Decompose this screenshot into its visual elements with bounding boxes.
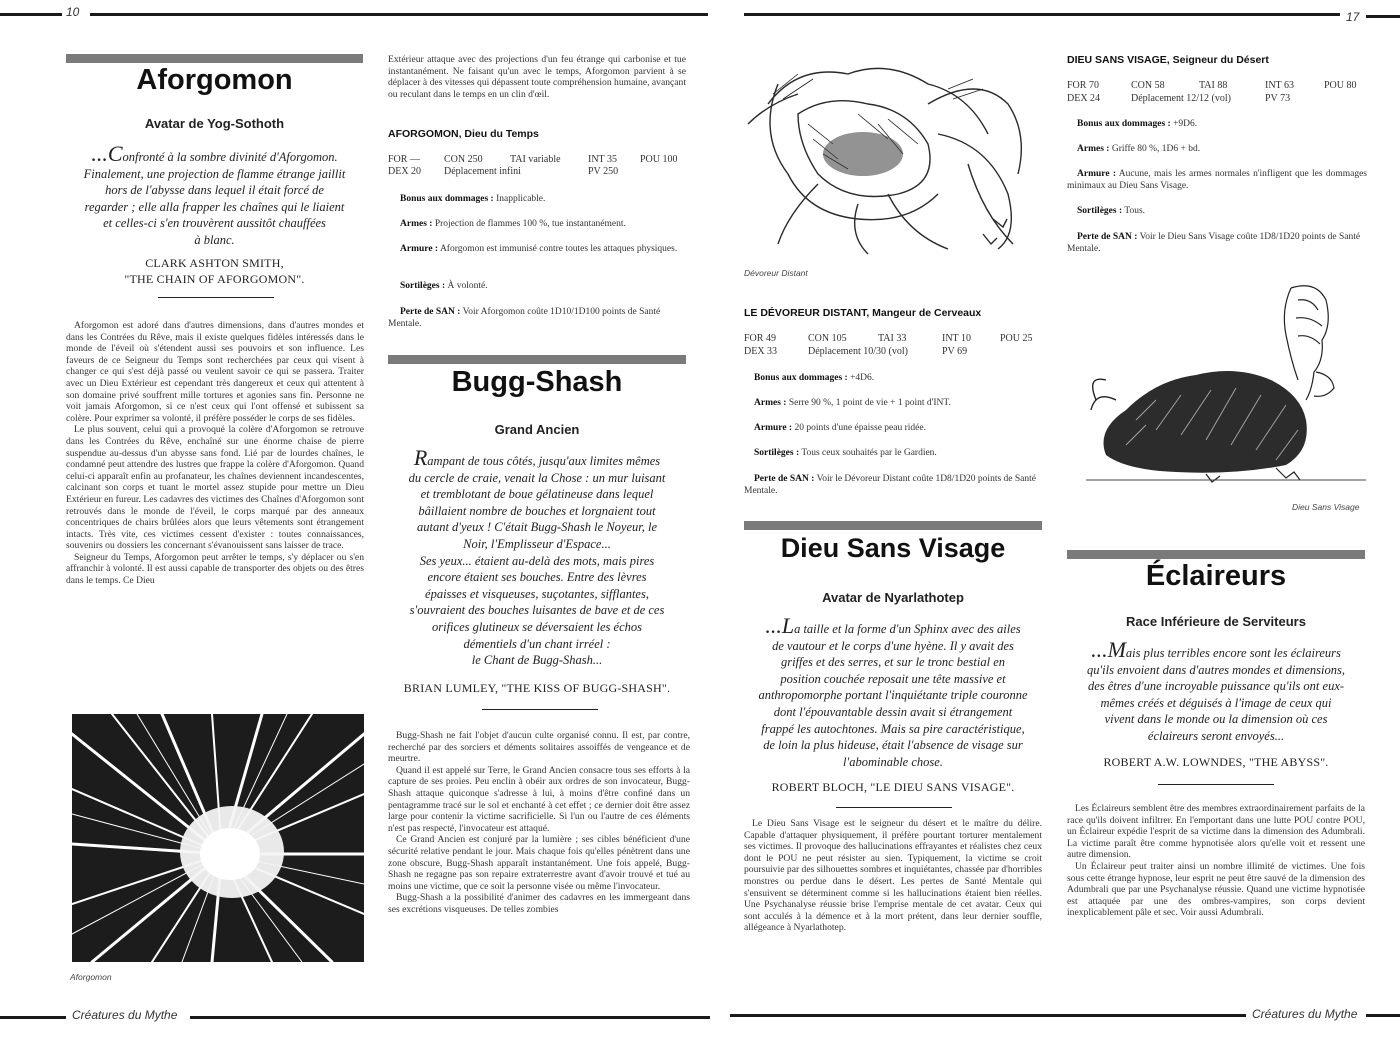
quote-line: a taille et la forme d'un Sphinx avec des ailes bbox=[794, 622, 1021, 636]
value: Inapplicable. bbox=[496, 194, 546, 204]
quote-line: encore étaient ses bouches. Entre des lèvres bbox=[427, 570, 647, 585]
stat: PV 73 bbox=[1265, 93, 1291, 104]
stat: FOR — bbox=[388, 154, 420, 165]
stat: DEX 20 bbox=[388, 166, 422, 177]
dieu-title-bar bbox=[744, 521, 1042, 530]
bugg-author: BRIAN LUMLEY, "THE KISS OF BUGG-SHASH". bbox=[403, 681, 671, 695]
dieu-stats bbox=[1067, 80, 1367, 106]
aforgomon-stats bbox=[388, 154, 688, 180]
quote-line: éclaireurs seront envoyés... bbox=[1147, 728, 1285, 743]
stat: CON 58 bbox=[1131, 80, 1165, 91]
quote-line: démentiels d'un chant irréel : bbox=[463, 636, 611, 651]
eclaireurs-quote-rule bbox=[1158, 784, 1274, 785]
label: Perte de SAN : bbox=[400, 307, 461, 317]
body-paragraph: Seigneur du Temps, Aforgomon peut arrêter le temps, s'y déplacer ou s'en affranchir à volonté. Il est aussi capable de transporter des objets ou des êtres dans le temps. Ce Dieu bbox=[66, 551, 364, 587]
aforgomon-illustration bbox=[72, 714, 364, 962]
stat: INT 35 bbox=[588, 154, 617, 165]
dieu-illustration bbox=[1086, 280, 1366, 490]
bugg-quote bbox=[388, 445, 686, 669]
quote-line: Finalement, une projection de flamme étrange jaillit bbox=[83, 166, 346, 181]
value: À volonté. bbox=[447, 281, 488, 291]
dieu-stat-heading: DIEU SANS VISAGE, Seigneur du Désert bbox=[1067, 54, 1269, 66]
aforgomon-armure bbox=[388, 244, 688, 256]
eclaireurs-title: Éclaireurs bbox=[1145, 560, 1287, 592]
body-paragraph: Quand il est appelé sur Terre, le Grand Ancien consacre tous ses efforts à la capture de ses proies. Peu enclin à obéir aux ordres de son invocateur, Bugg-Shash attaque quiconque s'adresse à lui, à moins d'être confiné dans un pentagramme tracé sur le sol et enchanté à cet effet ; ce dernier doit être assez large pour contenir la victime sacrificielle. Si l'un ou l'autre de ces éléments n'est pas respecté, l'invocateur est attaqué. bbox=[388, 764, 690, 834]
stat: DEX 24 bbox=[1067, 93, 1101, 104]
header-rule-left-a bbox=[0, 13, 62, 16]
quote-line: de vautour et le corps d'une hyène. Il y avait des bbox=[772, 638, 1014, 653]
label: Sortilèges : bbox=[754, 448, 800, 458]
value: Voir Aforgomon coûte 1D10/1D100 points de Santé Mentale. bbox=[388, 307, 661, 329]
stat: FOR 49 bbox=[744, 333, 776, 344]
value: 20 points d'une épaisse peau ridée. bbox=[794, 423, 926, 433]
quote-lead: R bbox=[413, 445, 428, 470]
aforgomon-stat-heading: AFORGOMON, Dieu du Temps bbox=[388, 128, 539, 140]
aforgomon-armes bbox=[400, 219, 688, 231]
label: Armes : bbox=[1077, 144, 1110, 154]
left-page-number: 10 bbox=[66, 5, 80, 19]
label: Bonus aux dommages : bbox=[400, 194, 494, 204]
aforgomon-title-bar bbox=[66, 54, 363, 63]
footer-left-label: Créatures du Mythe bbox=[72, 1008, 178, 1022]
eclaireurs-author: ROBERT A.W. LOWNDES, "THE ABYSS". bbox=[1103, 755, 1329, 769]
stat: Déplacement 12/12 (vol) bbox=[1131, 93, 1231, 104]
quote-line: griffes et des serres, et sur le tronc bestial en bbox=[780, 655, 1006, 670]
body-paragraph: Bugg-Shash a la possibilité d'animer des cadavres en les immergeant dans ses excrétions visqueuses. De telles zombies bbox=[388, 892, 690, 915]
stat: DEX 33 bbox=[744, 346, 778, 357]
label: Armes : bbox=[400, 219, 433, 229]
body-paragraph: Aforgomon est adoré dans d'autres dimensions, dans d'autres mondes et dans les Contrées du Rêve, mais il existe quelques fidèles intéressés dans le monde de l'éveil où s'étendent aussi ses pouvoirs et son influence. Les faveurs de ce Seigneur du Temps sont recherchées par ceux qui visent à changer ce qui s'est déjà passé ou veulent savoir ce qui se passera. Traiter avec un Dieu Extérieur est cependant très dangereux et ceux qui attentent à son domaine privé souffrent mille tortures et agonies sans fin. Personne ne voit jamais Aforgomon, si ce n'est ceux qui l'ont offensé et subissent sa colère. Pour exprimer sa volonté, il préfère posséder le corps de ses fidèles. bbox=[66, 320, 364, 424]
value: Aucune, mais les armes normales n'infligent que les dommages minimaux au Dieu Sans Visage. bbox=[1067, 169, 1367, 191]
aforgomon-quote bbox=[66, 141, 363, 249]
label: Sortilèges : bbox=[1077, 206, 1123, 216]
stat: POU 25 bbox=[1000, 333, 1033, 344]
right-page-number: 17 bbox=[1346, 10, 1360, 24]
devoreur-san bbox=[744, 474, 1044, 497]
devoreur-illustration bbox=[738, 44, 1038, 266]
label: Armure : bbox=[400, 244, 439, 254]
header-rule-left-b bbox=[90, 13, 708, 16]
devoreur-armes bbox=[754, 398, 1044, 410]
label: Bonus aux dommages : bbox=[754, 373, 848, 383]
stat: CON 250 bbox=[444, 154, 483, 165]
devoreur-stat-heading: LE DÉVOREUR DISTANT, Mangeur de Cerveaux bbox=[744, 307, 982, 319]
footer-rule-left-b bbox=[190, 1016, 710, 1019]
body-paragraph: Le Dieu Sans Visage est le seigneur du désert et le maître du délire. Capable d'attaquer physiquement, il préfère pourtant torturer mentalement ses victimes. Il provoque des hallucinations effrayantes et réalistes chez ceux dont le POU ne peut résister au sien. Typiquement, la victime se croit poursuivie par des silhouettes sombres et inquiétantes, chassée par d'horribles monstres ou perdue dans le désert. Les pertes de Santé Mentale qui s'ensuivent se déterminent comme si les hallucinations étaient bien réelles. Une Psychanalyse réussie brise l'emprise mentale de cet avatar. Ceux qui sont acculés à la démence et à la mort prétent, dans leur dernier souffle, allégeance à Nyarlathotep. bbox=[744, 818, 1042, 934]
dieu-armure bbox=[1067, 169, 1367, 192]
stat: TAI variable bbox=[510, 154, 561, 165]
quote-line: position couchée reposait une tête massive et bbox=[780, 671, 1006, 686]
quote-line: qu'ils envoient dans d'autres mondes et dimensions, bbox=[1087, 662, 1345, 677]
stat: TAI 88 bbox=[1199, 80, 1228, 91]
stat: Déplacement 10/30 (vol) bbox=[808, 346, 908, 357]
quote-line: orifices glutineux se déversaient les échos bbox=[431, 619, 642, 634]
label: Armure : bbox=[1077, 169, 1116, 179]
quote-line: des êtres d'une incroyable puissance qu'ils ont eux- bbox=[1087, 679, 1345, 694]
bugg-title-bar bbox=[388, 355, 686, 364]
dieu-bonus bbox=[1077, 119, 1367, 131]
bugg-subtitle: Grand Ancien bbox=[494, 422, 580, 437]
quote-line: à blanc. bbox=[194, 232, 235, 247]
dieu-body bbox=[744, 818, 1042, 934]
devoreur-bonus bbox=[754, 373, 1044, 385]
quote-lead: ...M bbox=[1091, 637, 1126, 662]
stat: PV 250 bbox=[588, 166, 619, 177]
value: +4D6. bbox=[850, 373, 875, 383]
dieu-title: Dieu Sans Visage bbox=[780, 533, 1006, 563]
header-rule-right-b bbox=[1366, 15, 1400, 18]
quote-line: ais plus terribles encore sont les éclaireurs bbox=[1125, 646, 1341, 660]
footer-rule-right-b bbox=[1366, 1014, 1400, 1017]
aforgomon-author-line1: CLARK ASHTON SMITH, bbox=[145, 256, 284, 270]
quote-line: autant d'yeux ! C'était Bugg-Shash le Noyeur, le bbox=[416, 520, 658, 535]
dieu-caption: Dieu Sans Visage bbox=[1292, 502, 1360, 512]
devoreur-armure bbox=[754, 423, 1044, 435]
body-paragraph: Bugg-Shash ne fait l'objet d'aucun culte organisé connu. Il est, par contre, recherché par des sorciers et déments solitaires assoiffés de vengeance et de meurtre. bbox=[388, 730, 690, 765]
dieu-sortileges bbox=[1077, 206, 1367, 218]
aforgomon-bonus bbox=[400, 194, 688, 206]
quote-line: du cercle de craie, venait la Chose : un mur luisant bbox=[408, 470, 666, 485]
dieu-quote bbox=[744, 613, 1042, 770]
stat: Déplacement infini bbox=[444, 166, 521, 177]
eclaireurs-subtitle: Race Inférieure de Serviteurs bbox=[1126, 614, 1306, 629]
stat: POU 80 bbox=[1324, 80, 1357, 91]
label: Bonus aux dommages : bbox=[1077, 119, 1171, 129]
eclaireurs-body bbox=[1067, 803, 1365, 919]
label: Armure : bbox=[754, 423, 793, 433]
aforgomon-subtitle: Avatar de Yog-Sothoth bbox=[144, 116, 285, 131]
bugg-title: Bugg-Shash bbox=[451, 366, 623, 398]
aforgomon-body bbox=[66, 320, 364, 587]
devoreur-sortileges bbox=[754, 448, 1044, 460]
quote-line: hors de l'abysse dans lequel il était forcé de bbox=[105, 183, 324, 198]
value: Tous ceux souhaités par le Gardien. bbox=[801, 448, 937, 458]
aforgomon-sortileges bbox=[400, 281, 688, 293]
dieu-subtitle: Avatar de Nyarlathotep bbox=[822, 590, 964, 605]
footer-rule-left-a bbox=[0, 1016, 66, 1019]
footer-rule-right-a bbox=[730, 1014, 1246, 1017]
value: Voir le Dieu Sans Visage coûte 1D8/1D20 points de Santé Mentale. bbox=[1067, 232, 1361, 254]
stat: INT 10 bbox=[942, 333, 971, 344]
body-paragraph: Un Éclaireur peut traiter ainsi un nombre illimité de victimes. Une fois sous cette étrange hypnose, leur esprit ne peut être sauvé de la dimension des Adumbrali que par une Psychanalyse réussie. Quand une victime hypnotisée est attaquée par une des ombres-vampires, son corps devient inexplicablement pâle et sec. Voir aussi Adumbrali. bbox=[1067, 860, 1365, 919]
value: Aforgomon est immunisé contre toutes les attaques physiques. bbox=[439, 244, 678, 254]
value: Tous. bbox=[1124, 206, 1146, 216]
quote-line: Ses yeux... étaient au-delà des mots, mais pires bbox=[419, 553, 655, 568]
bugg-body bbox=[388, 730, 690, 916]
label: Perte de SAN : bbox=[1077, 232, 1138, 242]
label: Sortilèges : bbox=[400, 281, 446, 291]
quote-line: s'ouvraient des bouches luisantes de bave et de ces bbox=[409, 603, 665, 618]
stat: INT 63 bbox=[1265, 80, 1294, 91]
label: Armes : bbox=[754, 398, 787, 408]
quote-line: ampant de tous côtés, jusqu'aux limites mêmes bbox=[427, 454, 661, 468]
quote-line: et tremblotant de boue gélatineuse dans lequel bbox=[420, 487, 654, 502]
aforgomon-quote-rule bbox=[158, 297, 274, 298]
value: Serre 90 %, 1 point de vie + 1 point d'INT. bbox=[788, 398, 951, 408]
dieu-author: ROBERT BLOCH, "LE DIEU SANS VISAGE". bbox=[771, 780, 1015, 794]
aforgomon-body-continued: Extérieur attaque avec des projections d'un feu étrange qui carbonise et tue instantanément. Ne faisant qu'un avec le temps, Aforgomon parvient à se déplacer à des vitesses qui dépassent toute compréhension humaine, avançant ou reculant dans le temps en un clin d'œil. bbox=[388, 54, 686, 100]
aforgomon-caption: Aforgomon bbox=[70, 972, 112, 982]
quote-line: de loin la plus hideuse, était l'absence de visage sur bbox=[763, 738, 1023, 753]
quote-line: Noir, l'Emplisseur d'Espace... bbox=[463, 536, 611, 551]
quote-line: onfronté à la sombre divinité d'Aforgomon. bbox=[122, 150, 338, 164]
footer-right-label: Créatures du Mythe bbox=[1252, 1007, 1358, 1021]
dieu-quote-rule bbox=[836, 807, 952, 808]
eclaireurs-title-bar bbox=[1067, 550, 1365, 559]
header-rule-right-a bbox=[744, 13, 1340, 16]
aforgomon-author-line2: "THE CHAIN OF AFORGOMON". bbox=[124, 272, 305, 286]
quote-line: le Chant de Bugg-Shash... bbox=[471, 653, 603, 668]
quote-line: et celles-ci s'en trouvèrent aussitôt chauffées bbox=[103, 216, 326, 231]
label: Perte de SAN : bbox=[754, 474, 815, 484]
devoreur-caption: Dévoreur Distant bbox=[744, 268, 808, 278]
quote-line: dont l'épouvantable dessin avait si étrangement bbox=[773, 704, 1013, 719]
aforgomon-title: Aforgomon bbox=[136, 64, 293, 96]
value: Griffe 80 %, 1D6 + bd. bbox=[1111, 144, 1201, 154]
quote-line: vivent dans le monde ou la dimension où ces bbox=[1104, 712, 1328, 727]
eclaireurs-quote bbox=[1067, 637, 1365, 745]
stat: POU 100 bbox=[640, 154, 678, 165]
stat: TAI 33 bbox=[878, 333, 907, 344]
quote-line: anthropomorphe portant l'inquiétante triple couronne bbox=[758, 688, 1028, 703]
stat: PV 69 bbox=[942, 346, 968, 357]
quote-line: épaisses et visqueuses, suçotantes, sifflantes, bbox=[425, 586, 649, 601]
value: Voir le Dévoreur Distant coûte 1D8/1D20 points de Santé Mentale. bbox=[744, 474, 1036, 496]
quote-lead: ...L bbox=[765, 613, 795, 638]
dieu-san bbox=[1067, 232, 1367, 255]
quote-line: regarder ; elle alla frapper les chaînes qui le liaient bbox=[84, 199, 345, 214]
body-paragraph: Ce Grand Ancien est conjuré par la lumière ; ses cibles bénéficient d'une sécurité relative pendant le jour. Mais chaque fois qu'elles pénètrent dans une zone obscure, Bugg-Shash apparaît instantanément. Une fois appelé, Bugg-Shash ne regagne pas son repaire extraterrestre avant d'avoir trouvé et tué au moins une victime, que ce soit la personne visée ou même l'invocateur. bbox=[388, 834, 690, 892]
quote-line: l'abominable chose. bbox=[843, 754, 943, 769]
value: +9D6. bbox=[1173, 119, 1198, 129]
quote-line: bâillaient nombre de bouches et lorgnaient tout bbox=[418, 503, 656, 518]
bugg-quote-rule bbox=[482, 709, 598, 710]
quote-line: frappé les autochtones. Mais sa pire caractéristique, bbox=[761, 721, 1025, 736]
value: Projection de flammes 100 %, tue instantanément. bbox=[434, 219, 626, 229]
aforgomon-san bbox=[388, 307, 688, 330]
body-paragraph: Le plus souvent, celui qui a provoqué la colère d'Aforgomon se retrouve dans les Contrées du Rêve, enchaîné sur une énorme chaise de pierre suspendue au-dessus d'un abysse sans fond. Lié par de lourdes chaînes, le condamné peut attendre des lustres que frappe la colère d'Aforgomon. Quand celui-ci apparaît enfin au profanateur, les chaînes deviennent incandescentes, calcinant son corps et tuant le mortel assez stupide pour mettre un Dieu Extérieur en fureur. Les cadavres des victimes des Chaînes d'Aforgomon sont retrouvés dans le monde de l'éveil, le corps marqué par des anneaux concentriques de chairs brûlées alors que leurs vêtements sont étrangement intacts. Très vite, ces victimes cessent d'exister : toutes connaissances, souvenirs ou dossiers les concernant s'évanouissent sans laisser de trace. bbox=[66, 424, 364, 552]
stat: FOR 70 bbox=[1067, 80, 1099, 91]
dieu-armes bbox=[1077, 144, 1367, 156]
stat: CON 105 bbox=[808, 333, 847, 344]
devoreur-stats bbox=[744, 333, 1044, 359]
quote-line: mêmes créés et déguisés à l'image de ceux qui bbox=[1100, 695, 1332, 710]
body-paragraph: Les Éclaireurs semblent être des membres extraordinairement parfaits de la race qu'ils doivent infiltrer. En l'emportant dans une lutte POU contre POU, un Éclaireur expédie l'esprit de sa victime dans la dimension des Adumbrali. La victime paraît être comme hypnotisée alors qu'elle voit et ressent une autre dimension. bbox=[1067, 803, 1365, 861]
quote-lead: ...C bbox=[91, 141, 123, 166]
